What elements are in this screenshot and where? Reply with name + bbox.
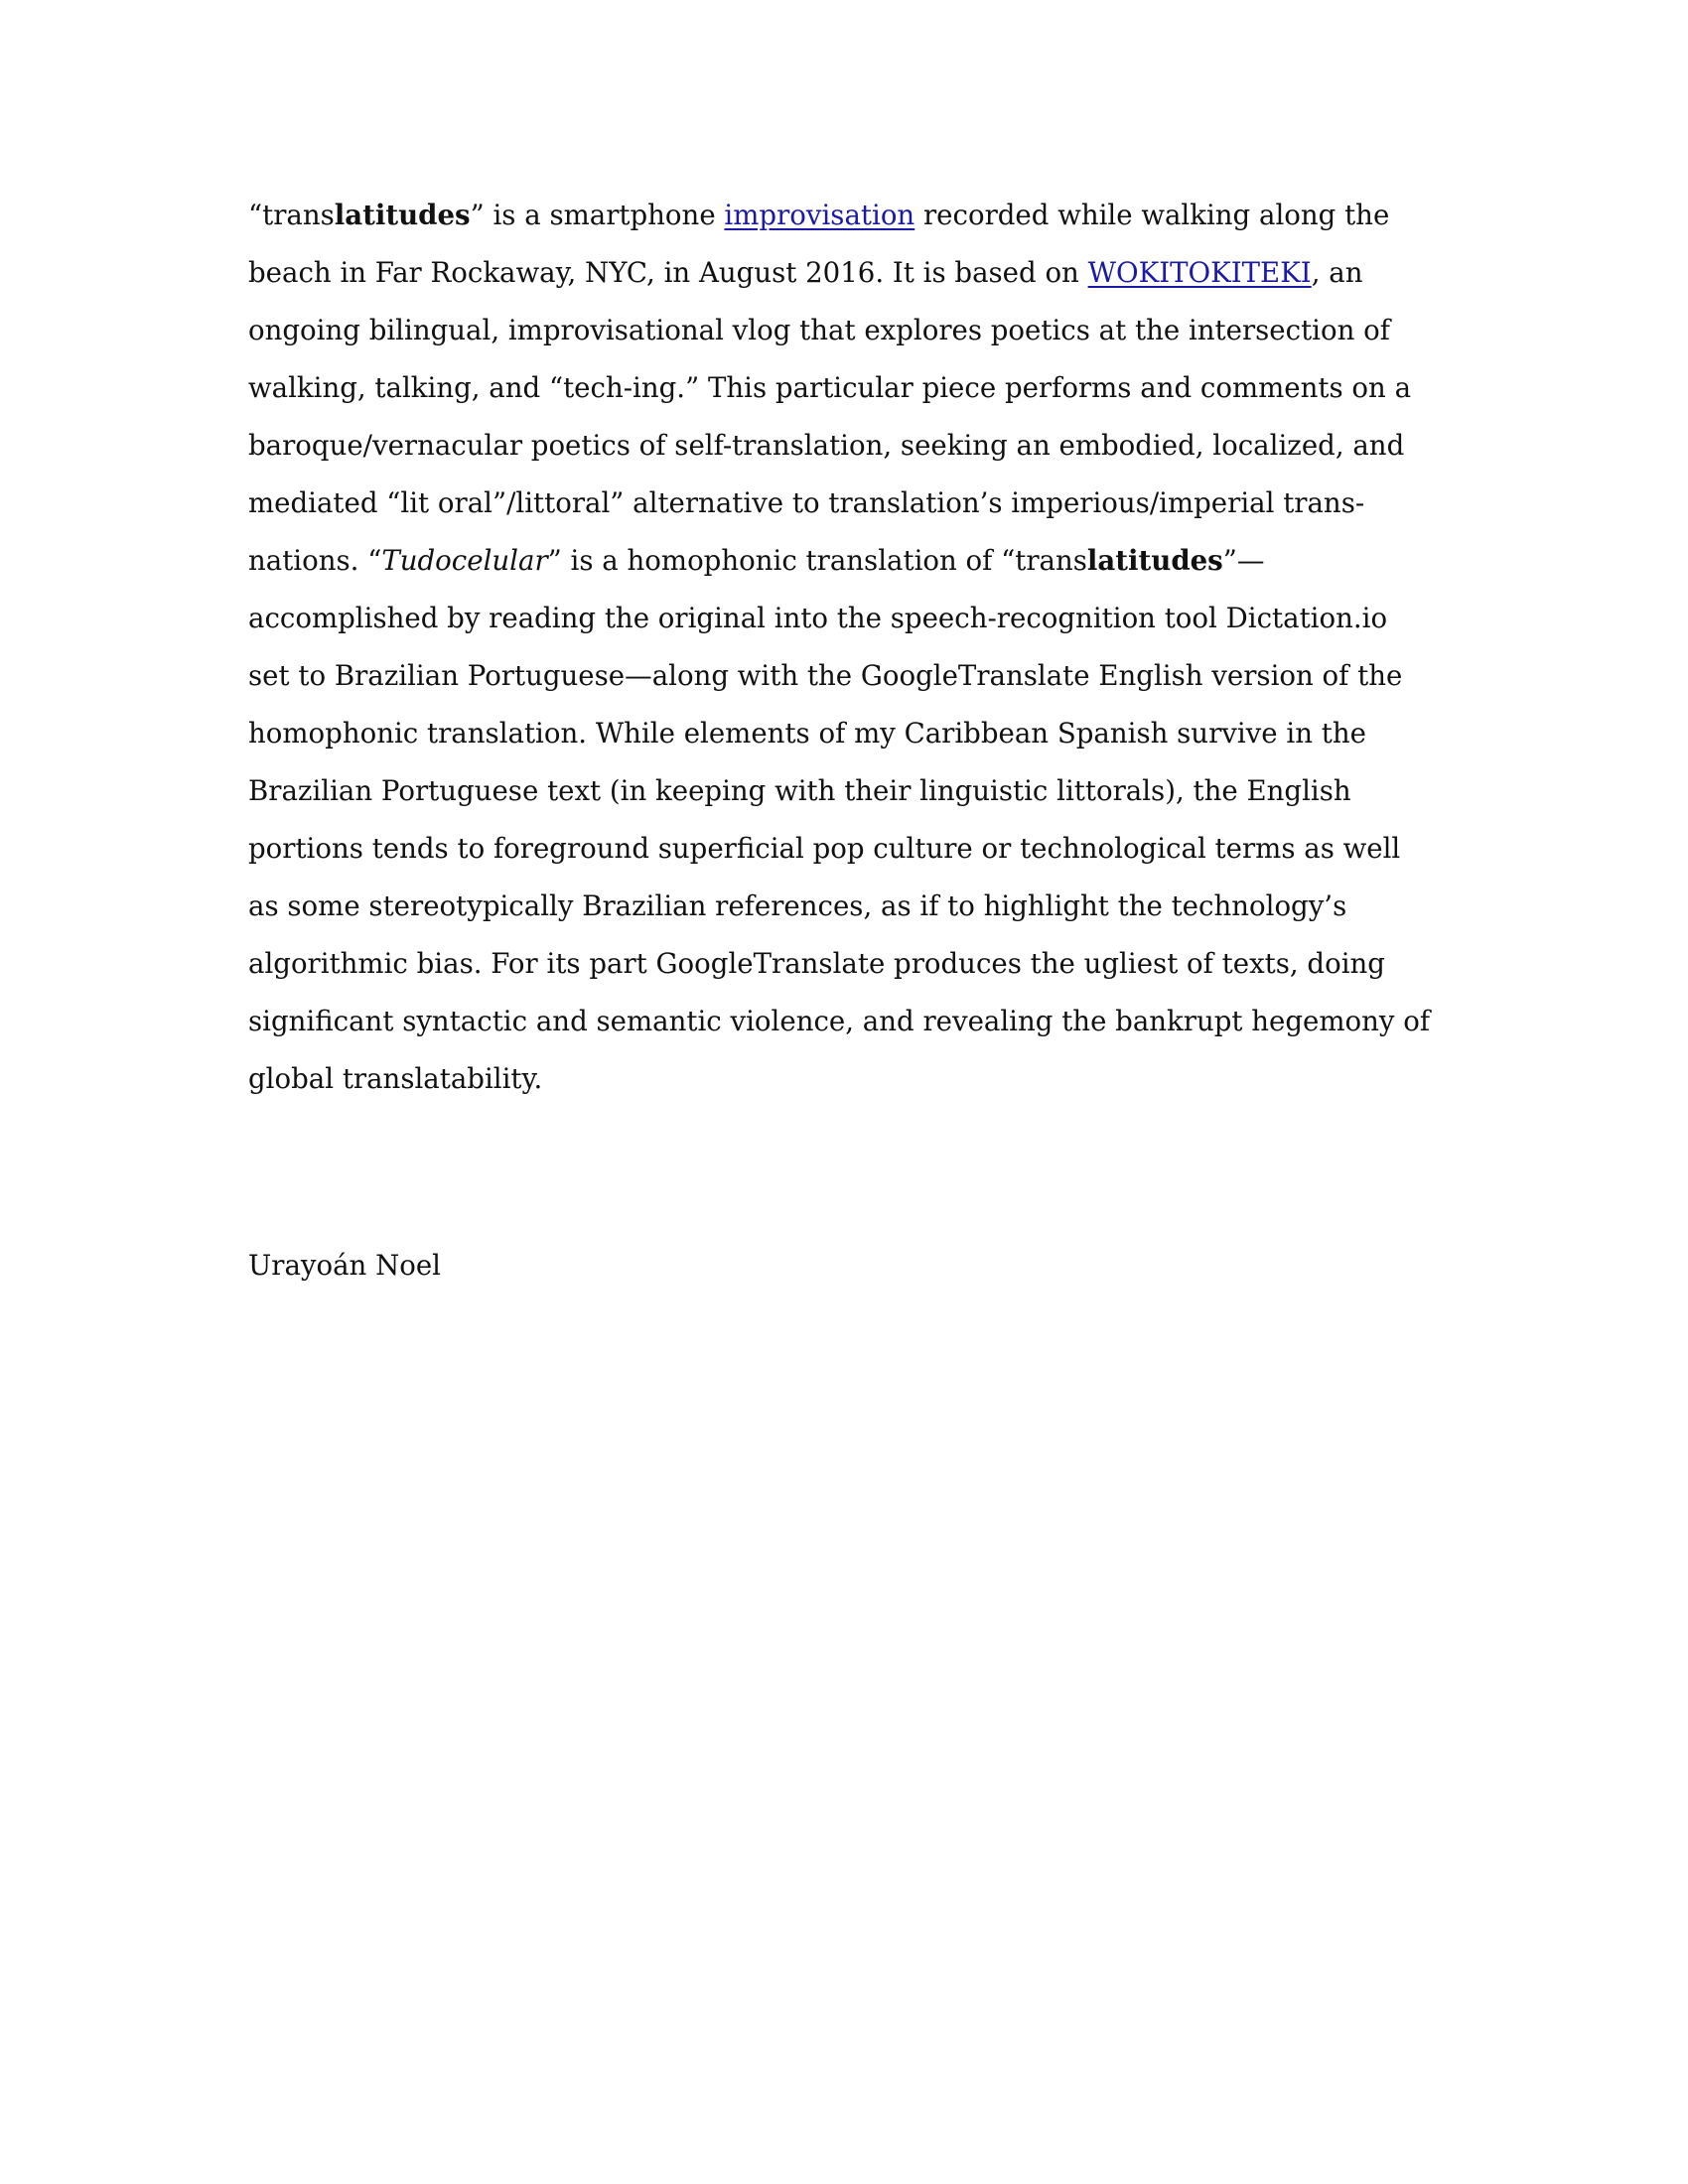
paragraph-line-2 [248, 256, 1362, 289]
improvisation-link[interactable]: improvisation [724, 199, 915, 231]
line-text: , an [1311, 256, 1363, 289]
paragraph-line-9 [248, 659, 1402, 692]
line-text: mediated “lit oral”/littoral” alternative to translation’s imperious/imperial trans- [248, 486, 1365, 519]
line-text: walking, talking, and “tech-ing.” This particular piece performs and comments on a [248, 371, 1412, 404]
line-text: recorded while walking along the [914, 199, 1390, 231]
paragraph-line-1 [248, 199, 1389, 231]
line-text: accomplished by reading the original into the speech-recognition tool Dictation.io [248, 602, 1388, 634]
line-text: significant syntactic and semantic violence, and revealing the bankrupt hegemony of [248, 1005, 1431, 1037]
paragraph-line-6 [248, 486, 1364, 519]
paragraph-line-12 [248, 832, 1400, 865]
line-text: nations. “ [248, 544, 382, 577]
paragraph-line-14 [248, 947, 1385, 980]
paragraph-line-5 [248, 429, 1404, 462]
paragraph-line-16 [248, 1062, 542, 1095]
line-text: algorithmic bias. For its part GoogleTranslate produces the ugliest of texts, doing [248, 947, 1385, 980]
tudocelular-italic: Tudocelular [381, 544, 548, 577]
line-text: portions tends to foreground superficial pop culture or technological terms as well [248, 832, 1401, 865]
title-bold: latitudes [334, 199, 471, 231]
paragraph-line-8 [248, 602, 1387, 634]
title-quote-open: “trans [248, 199, 335, 231]
paragraph-line-13 [248, 889, 1346, 922]
line-text: homophonic translation. While elements of my Caribbean Spanish survive in the [248, 717, 1366, 750]
paragraph-line-10 [248, 717, 1366, 750]
line-text: global translatability. [248, 1062, 543, 1095]
line-text: ”— [1222, 544, 1265, 577]
author-signature: Urayoán Noel [248, 1249, 442, 1282]
line-text: baroque/vernacular poetics of self-translation, seeking an embodied, localized, and [248, 429, 1405, 462]
paragraph-line-4 [248, 371, 1411, 404]
line-text: ongoing bilingual, improvisational vlog that explores poetics at the intersection of [248, 314, 1390, 346]
title-bold: latitudes [1086, 544, 1223, 577]
paragraph-line-7 [248, 544, 1264, 577]
line-text: is a smartphone [484, 199, 725, 231]
paragraph-line-15 [248, 1005, 1430, 1037]
line-text: beach in Far Rockaway, NYC, in August 2016. It is based on [248, 256, 1088, 289]
line-text: as some stereotypically Brazilian references, as if to highlight the technology’s [248, 889, 1347, 922]
line-text: Brazilian Portuguese text (in keeping with their linguistic littorals), the English [248, 774, 1351, 807]
line-text: ” is a homophonic translation of “trans [547, 544, 1087, 577]
paragraph-line-11 [248, 774, 1351, 807]
paragraph-line-3 [248, 314, 1390, 346]
line-text: set to Brazilian Portuguese—along with the GoogleTranslate English version of the [248, 659, 1403, 692]
wokitokiteki-link[interactable]: WOKITOKITEKI [1087, 256, 1312, 289]
title-quote-close: ” [470, 199, 485, 231]
